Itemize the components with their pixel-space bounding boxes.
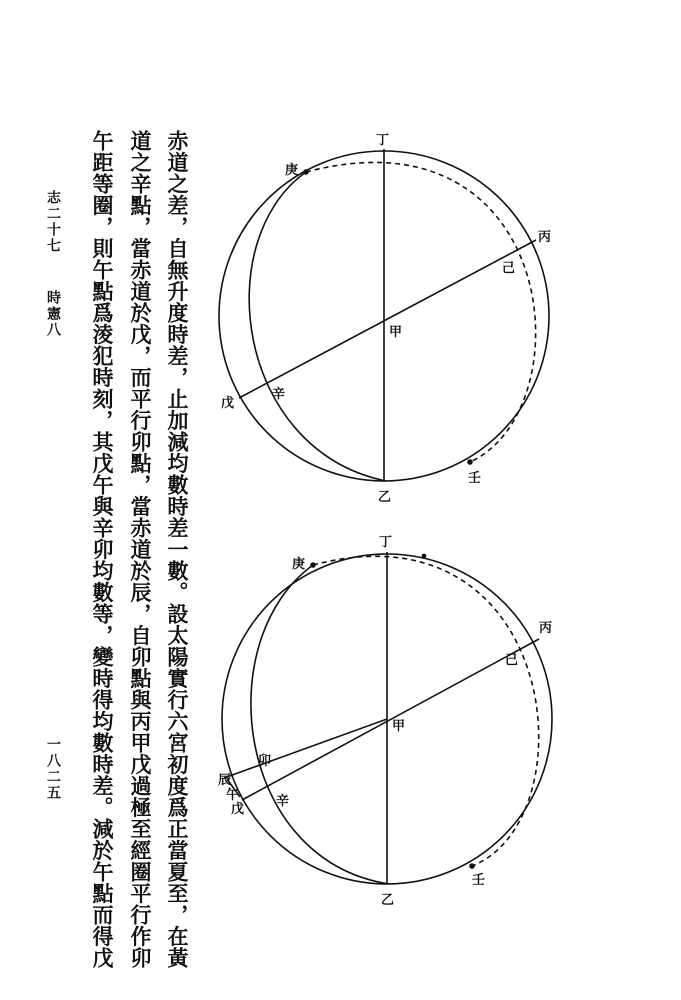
bottom-mean-line (224, 719, 387, 778)
bottom-equator-line (242, 639, 539, 800)
top-label-xin: 辛 (272, 387, 286, 402)
diagram-bottom-labels (218, 535, 552, 908)
bottom-label-mao: 卯 (258, 754, 272, 769)
bottom-label-xin: 辛 (276, 794, 290, 809)
top-label-bing: 丙 (538, 230, 552, 245)
bottom-label-ding: 丁 (379, 535, 393, 550)
top-label-geng: 庚 (285, 163, 299, 178)
bottom-label-ren: 壬 (472, 873, 486, 888)
bottom-point-geng (311, 563, 315, 567)
bottom-label-wu: 戊 (231, 802, 245, 817)
bottom-label-jia: 甲 (392, 719, 406, 734)
volume-header: 志二十七 (45, 190, 61, 254)
top-point-ren (468, 460, 472, 464)
diagram-top (219, 149, 552, 481)
section-header: 時憲八 (45, 290, 61, 338)
top-label-ji: 己 (502, 261, 516, 276)
top-equator-line (239, 240, 536, 398)
bottom-ink-dot (422, 554, 425, 557)
bottom-label-chen: 辰 (218, 773, 232, 788)
top-label-jia: 甲 (389, 325, 403, 340)
bottom-label-ji: 己 (505, 653, 519, 668)
top-point-geng (304, 170, 308, 174)
diagram-bottom (222, 552, 552, 884)
bottom-label-bing: 丙 (539, 621, 553, 636)
top-label-wu: 戊 (221, 396, 235, 411)
body-column-3: 午距等圈，則午點爲淩犯時刻，其戊午與辛卯均數等，變時得均數時差。減於午點而得戊 (90, 130, 115, 969)
bottom-label-yi: 乙 (381, 893, 395, 908)
top-ecliptic-dashed-arc (306, 162, 536, 462)
body-column-2: 道之辛點，當赤道於戊，而平行卯點，當赤道於辰，自卯點與丙甲戊過極至經圈平行作卯 (128, 130, 153, 969)
bottom-point-ren (470, 864, 474, 868)
bottom-label-wu-noon: 午 (226, 788, 240, 803)
page-number: 一八二五 (45, 737, 61, 801)
top-label-yi: 乙 (378, 490, 392, 505)
top-label-ding: 丁 (376, 133, 390, 148)
top-label-ren: 壬 (468, 471, 482, 486)
bottom-label-geng: 庚 (292, 557, 306, 572)
body-column-1: 赤道之差，自無升度時差，止加減均數時差一數。設太陽實行六宮初度爲正當夏至，在黃 (165, 130, 190, 969)
